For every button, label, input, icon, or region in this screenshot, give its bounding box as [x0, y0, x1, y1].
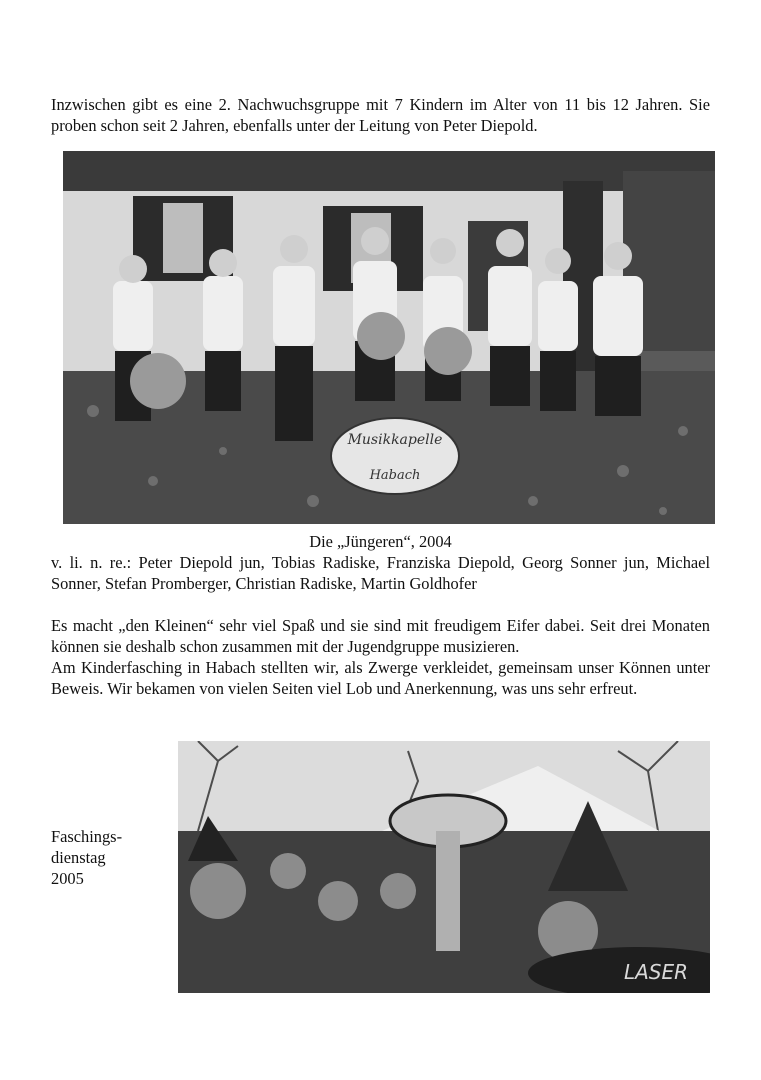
photo2-side-caption — [51, 826, 161, 889]
sign-text-bottom: Habach — [369, 468, 421, 483]
group-photo-2004 — [63, 151, 715, 524]
intro-paragraph: Inzwischen gibt es eine 2. Nachwuchsgruppe mit 7 Kindern im Alter von 11 bis 12 Jahren. Sie proben schon seit 2 Jahren, ebenfalls unter der Leitung von Peter Diepold. — [51, 95, 710, 135]
body-paragraph-2: Am Kinderfasching in Habach stellten wir, als Zwerge verkleidet, gemeinsam unser Können unter Beweis. Wir bekamen von vielen Seiten viel Lob und Anerkennung, was uns sehr erfreut. — [51, 658, 710, 698]
side-caption-line-3: 2005 — [51, 869, 84, 888]
carnival-photo-illustration — [178, 741, 710, 993]
drum-text: LASER — [623, 960, 689, 984]
group-photo-illustration — [63, 151, 715, 524]
names-list: v. li. n. re.: Peter Diepold jun, Tobias Radiske, Franziska Diepold, Georg Sonner jun, Michael Sonner, Stefan Promberger, Christian Radiske, Martin Goldhofer — [51, 553, 710, 593]
side-caption-line-1: Faschings- — [51, 827, 123, 846]
photo1-caption: Die „Jüngeren“, 2004 — [309, 532, 452, 551]
carnival-photo-2005 — [178, 741, 710, 993]
side-caption-line-2: dienstag — [51, 848, 106, 867]
body-paragraph-1: Es macht „den Kleinen“ sehr viel Spaß und sie sind mit freudigem Eifer dabei. Seit drei Monaten können sie deshalb schon zusammen mit der Jugendgruppe musizieren. — [51, 616, 710, 656]
sign-text-top: Musikkapelle — [347, 432, 443, 448]
